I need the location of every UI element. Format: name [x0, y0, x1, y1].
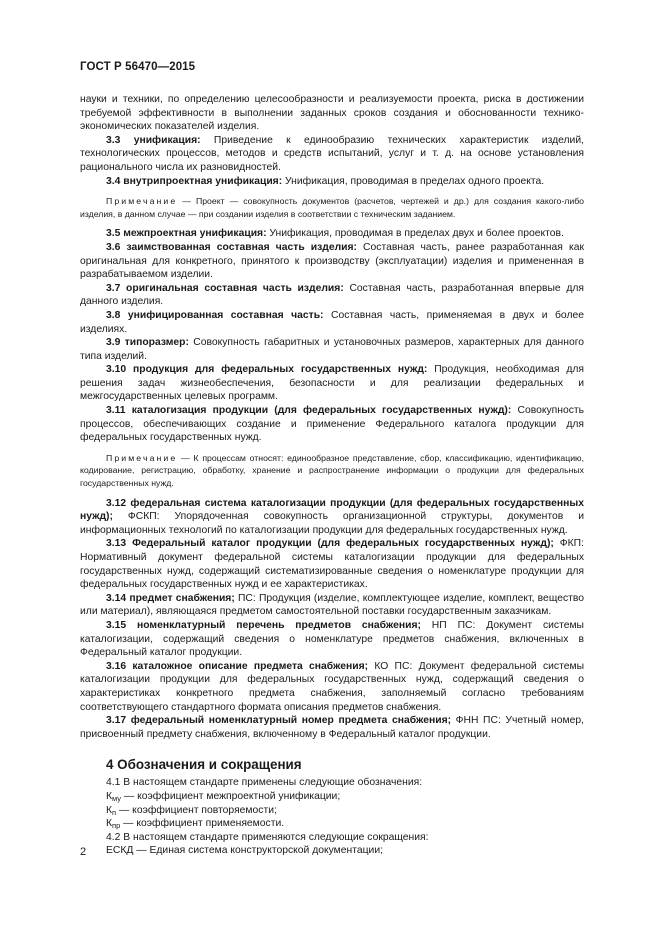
paragraph-continuation: науки и техники, по определению целесообразности и реализуемости проекта, риска в достижении требуемой эффективности в выполнении заданных сроков создания и обоснованности технико-экономических показателей изделия.	[80, 94, 584, 133]
term-3-8	[80, 309, 584, 336]
term-definition: Совокупность габаритных и установочных размеров, характерных для данного типа изделий.	[80, 337, 584, 362]
term-definition: ФСКП: Упорядоченная совокупность организационной структуры, документов и информационных технологий по каталогизации продукции для федеральных государственных нужд.	[80, 511, 584, 536]
term-3-4	[80, 175, 584, 189]
symbol-subscript: п	[112, 807, 117, 817]
term-3-7	[80, 282, 584, 309]
term-definition: ФНН ПС: Учетный номер, присвоенный предмету снабжения, включенному в Федеральный каталог продукции.	[80, 715, 584, 740]
term-definition: Составная часть, разработанная впервые для данного изделия.	[80, 282, 584, 308]
symbol-description: — коэффициент применяемости.	[120, 818, 285, 830]
term-definition: Совокупность процессов, обеспечивающих создание и применение Федерального каталога продукции для федеральных государственных нужд.	[80, 405, 584, 444]
symbol-subscript: пр	[112, 821, 121, 831]
symbol-subscript: му	[112, 793, 122, 803]
term-definition: Составная часть, ранее разработанная как оригинальная для конкретного, принятого к производству (эксплуатации) изделия и примененная в разрабатываемом изделии.	[80, 241, 584, 281]
note-text: — Проект — совокупность документов (расчетов, чертежей и др.) для создания какого-либо изделия, в данном случае — при создании изделия в соответствии с техническим заданием.	[80, 196, 584, 219]
term-3-15	[80, 619, 584, 660]
term-definition: КО ПС: Документ федеральной системы каталогизации продукции для федеральных государственных нужд, содержащий сведения о характеристиках конкретного предмета снабжения, заполняемый согласно требованиям соответствующего стандартного формата описания предметов снабжения.	[80, 660, 585, 713]
term-definition: Составная часть, применяемая в двух и более изделиях.	[80, 309, 585, 335]
term-title: 3.7 оригинальная составная часть изделия:	[106, 282, 344, 294]
term-3-6	[80, 241, 584, 282]
term-title: 3.16 каталожное описание предмета снабжения;	[106, 660, 369, 672]
term-3-10	[80, 363, 584, 404]
symbol-description: — коэффициент повторяемости;	[116, 804, 277, 816]
note-text: — К процессам относят: единообразное представление, сбор, классификацию, идентификацию, кодирование, регистрацию, обработку, хранение и распространение информации о продукции для федеральных государственных нужд.	[80, 452, 584, 489]
section-4-heading: 4 Обозначения и сокращения	[106, 757, 302, 773]
symbol-description: — коэффициент межпроектной унификации;	[121, 790, 341, 802]
term-3-13	[80, 537, 584, 591]
term-definition: ПС: Продукция (изделие, комплектующее изделие, комплект, вещество или материал), являющаяся предметом самостоятельной поставки государственным заказчикам.	[80, 592, 585, 618]
term-3-5	[80, 227, 584, 241]
term-definition: НП ПС: Документ системы каталогизации, содержащий сведения о номенклатуре предметов снабжения, включенных в Федеральный каталог продукции.	[80, 619, 584, 659]
abbreviation-eskd: ЕСКД — Единая система конструкторской документации;	[106, 845, 383, 857]
note-1	[80, 195, 584, 220]
term-3-11	[80, 404, 584, 445]
term-3-9	[80, 336, 584, 363]
term-3-12	[80, 497, 584, 538]
term-title: 3.14 предмет снабжения;	[106, 592, 235, 604]
term-title: 3.13 Федеральный каталог продукции (для федеральных государственных нужд);	[106, 538, 554, 550]
symbol-k-mu	[80, 790, 584, 804]
note-label: Примечание	[106, 452, 178, 463]
term-definition: Унификация, проводимая в пределах одного проекта.	[282, 175, 545, 187]
term-definition: ФКП: Нормативный документ федеральной системы каталогизации продукции для федеральных государственных нужд, содержащий систематизированные сведения о номенклатуре продукции для федеральных государственных нужд и ее характеристиках.	[80, 538, 584, 591]
term-title: 3.6 заимствованная составная часть изделия:	[106, 241, 357, 253]
note-label: Примечание	[106, 196, 178, 207]
page-number: 2	[80, 846, 87, 858]
page-body	[80, 93, 584, 858]
term-title: 3.8 унифицированная составная часть:	[106, 309, 324, 321]
term-title: 3.15 номенклатурный перечень предметов снабжения;	[106, 619, 421, 631]
symbol-base: К	[106, 804, 113, 816]
term-title: 3.5 межпроектная унификация:	[106, 228, 267, 240]
term-3-3	[80, 134, 584, 175]
term-3-17	[80, 714, 584, 741]
term-definition: Продукция, необходимая для решения задач жизнеобеспечения, безопасности и для реализации федеральных и межгосударственных целевых программ.	[80, 364, 585, 403]
term-title: 3.12 федеральная система каталогизации продукции (для федеральных государственных нужд);	[80, 497, 584, 523]
term-title: 3.3 унификация:	[106, 134, 201, 146]
symbol-k-p	[80, 804, 584, 818]
term-definition: Приведение к единообразию технических характеристик изделий, технологических процессов, методов и средств испытаний, услуг и т. д. на основе установления рационального числа их разновидностей.	[80, 134, 584, 173]
term-3-16	[80, 660, 584, 714]
term-definition: Унификация, проводимая в пределах двух и более проектов.	[266, 228, 564, 240]
symbol-k-pr	[80, 817, 584, 831]
term-title: 3.11 каталогизация продукции (для федеральных государственных нужд):	[106, 405, 512, 417]
term-3-14	[80, 592, 584, 619]
clause-4-1: 4.1 В настоящем стандарте применены следующие обозначения:	[106, 777, 423, 789]
symbol-base: К	[106, 818, 113, 830]
document-header: ГОСТ Р 56470—2015	[80, 61, 196, 73]
term-title: 3.17 федеральный номенклатурный номер предмета снабжения;	[106, 715, 452, 727]
symbol-base: К	[106, 790, 113, 802]
term-title: 3.9 типоразмер:	[106, 337, 189, 349]
term-title: 3.4 внутрипроектная унификация:	[106, 175, 283, 187]
note-2	[80, 452, 584, 490]
term-title: 3.10 продукция для федеральных государственных нужд:	[106, 364, 428, 376]
clause-4-2: 4.2 В настоящем стандарте применяются следующие сокращения:	[106, 831, 429, 843]
